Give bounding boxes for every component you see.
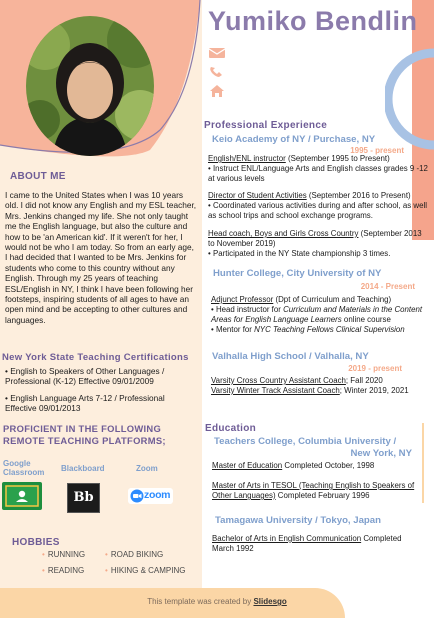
education-divider (422, 423, 424, 503)
certification-item-esol: • English to Speakers of Other Languages / Professional (K-12) Effective 09/01/2009 (5, 366, 165, 387)
about-text: I came to the United States when I was 10 years old. I did not know any English and my ESL teacher, Mrs. Jenkins changed my life. She not only taught me the English language, but also the culture and how to be 'an American kid'. If it weren't for her, I would not be who I am today. So from an early age, I had decided that I wanted to be Mrs. Jenkins for students who come to this country without any English. Through my 25 years of teaching ESL/English in NY, I think I have been following her footsteps, inspiring students of all ages to have an open mind and be accepting to other cultures and languages. (5, 190, 197, 325)
person-name: Yumiko Bendlin (208, 6, 418, 36)
degree-title: Master of Arts in TESOL (Teaching English to Speakers of Other Languages) (212, 481, 415, 500)
job-role-block (208, 154, 428, 184)
blackboard-icon: Bb (67, 483, 100, 513)
hobby-label: ROAD BIKING (110, 550, 164, 559)
profile-photo (25, 15, 155, 157)
job-org-valhalla: Valhalla High School / Valhalla, NY (212, 351, 369, 362)
degree-title: Bachelor of Arts in English Communication (212, 534, 362, 543)
zoom-logo-text: zoom (144, 489, 171, 501)
footer-text: This template was created by (147, 597, 254, 606)
certification-item-ela: • English Language Arts 7-12 / Professional Effective 09/01/2013 (5, 393, 165, 414)
degree-title: Master of Education (212, 461, 283, 470)
platform-label-google-classroom: Google Classroom (3, 459, 45, 477)
footer-link[interactable]: Slidesgo (253, 597, 287, 606)
zoom-logo-box (128, 488, 173, 504)
degree-item (212, 461, 418, 471)
role-desc: • Instruct ENL/Language Arts and English classes grades 9 -12 at various levels (208, 164, 428, 183)
hobby-item: • READING (42, 566, 85, 575)
google-classroom-icon (2, 482, 42, 510)
contact-list (208, 46, 226, 98)
role-period: (September 2016 to Present) (306, 191, 411, 200)
degree-item (212, 481, 418, 501)
degree-item (212, 534, 422, 554)
hobby-item: • HIKING & CAMPING (105, 566, 186, 575)
footer-credit (0, 597, 434, 606)
phone-icon (208, 65, 226, 79)
school-org-teachers-college: Teachers College, Columbia University / (214, 436, 397, 447)
degree-detail: Completed February 1996 (275, 491, 370, 500)
job-role-block (208, 191, 428, 221)
role-period: ; Winter 2019, 2021 (339, 386, 409, 395)
role-title: Director of Student Activities (208, 191, 307, 200)
school-org-tamagawa: Tamagawa University / Tokyo, Japan (215, 515, 381, 526)
job-dates-keio: 1995 - present (350, 146, 404, 155)
degree-detail: Completed March 1992 (212, 534, 402, 553)
job-role-block (211, 376, 427, 396)
education-title: Education (205, 423, 257, 434)
about-title: ABOUT ME (10, 171, 66, 182)
hobby-item: • RUNNING (42, 550, 86, 559)
right-ring-decoration (385, 45, 434, 155)
role-title: Head coach, Boys and Girls Cross Country (208, 229, 359, 238)
role-title: Varsity Cross Country Assistant Coach (211, 376, 346, 385)
job-role-block (208, 229, 428, 259)
platform-label-blackboard: Blackboard (61, 464, 105, 473)
experience-title: Professional Experience (204, 120, 328, 131)
role-title: English/ENL instructor (208, 154, 286, 163)
zoom-icon (130, 489, 144, 503)
role-title: Adjunct Professor (211, 295, 274, 304)
job-org-hunter: Hunter College, City University of NY (213, 268, 382, 279)
home-icon (208, 84, 226, 98)
hobbies-title: HOBBIES (12, 537, 60, 548)
platform-label-zoom: Zoom (136, 464, 158, 473)
role-period: (Dpt of Curriculum and Teaching) (273, 295, 392, 304)
hobby-label: HIKING & CAMPING (110, 566, 186, 575)
hobby-label: RUNNING (47, 550, 86, 559)
role-title: Varsity Winter Track Assistant Coach (211, 386, 340, 395)
job-org-keio: Keio Academy of NY / Purchase, NY (212, 134, 376, 145)
hobby-label: READING (47, 566, 85, 575)
school-location-teachers-college: New York, NY (350, 448, 412, 459)
role-desc: • Participated in the NY State championship 3 times. (208, 249, 391, 258)
email-icon (208, 46, 226, 60)
job-dates-hunter: 2014 - Present (360, 282, 415, 291)
degree-detail: Completed October, 1998 (282, 461, 375, 470)
role-desc: • Coordinated various activities during and after school, as well as school trips and school exchange programs. (208, 201, 427, 220)
certifications-title: New York State Teaching Certifications (2, 352, 189, 363)
role-period: (September 1995 to Present) (285, 154, 390, 163)
platforms-title: PROFICIENT IN THE FOLLOWING REMOTE TEACHING PLATFORMS; (3, 423, 166, 446)
role-period: (September 2013 to November 2019) (208, 229, 422, 248)
hobby-item: • ROAD BIKING (105, 550, 164, 559)
role-period: ; Fall 2020 (345, 376, 383, 385)
job-role-block: Adjunct Professor (Dpt of Curriculum and Teaching) • Head instructor for Curriculum and Materials in the Content Areas for English Language Learners online course • Mentor for NYC Teaching Fellows Clinical Supervision (211, 295, 423, 334)
job-dates-valhalla: 2019 - present (348, 364, 402, 373)
